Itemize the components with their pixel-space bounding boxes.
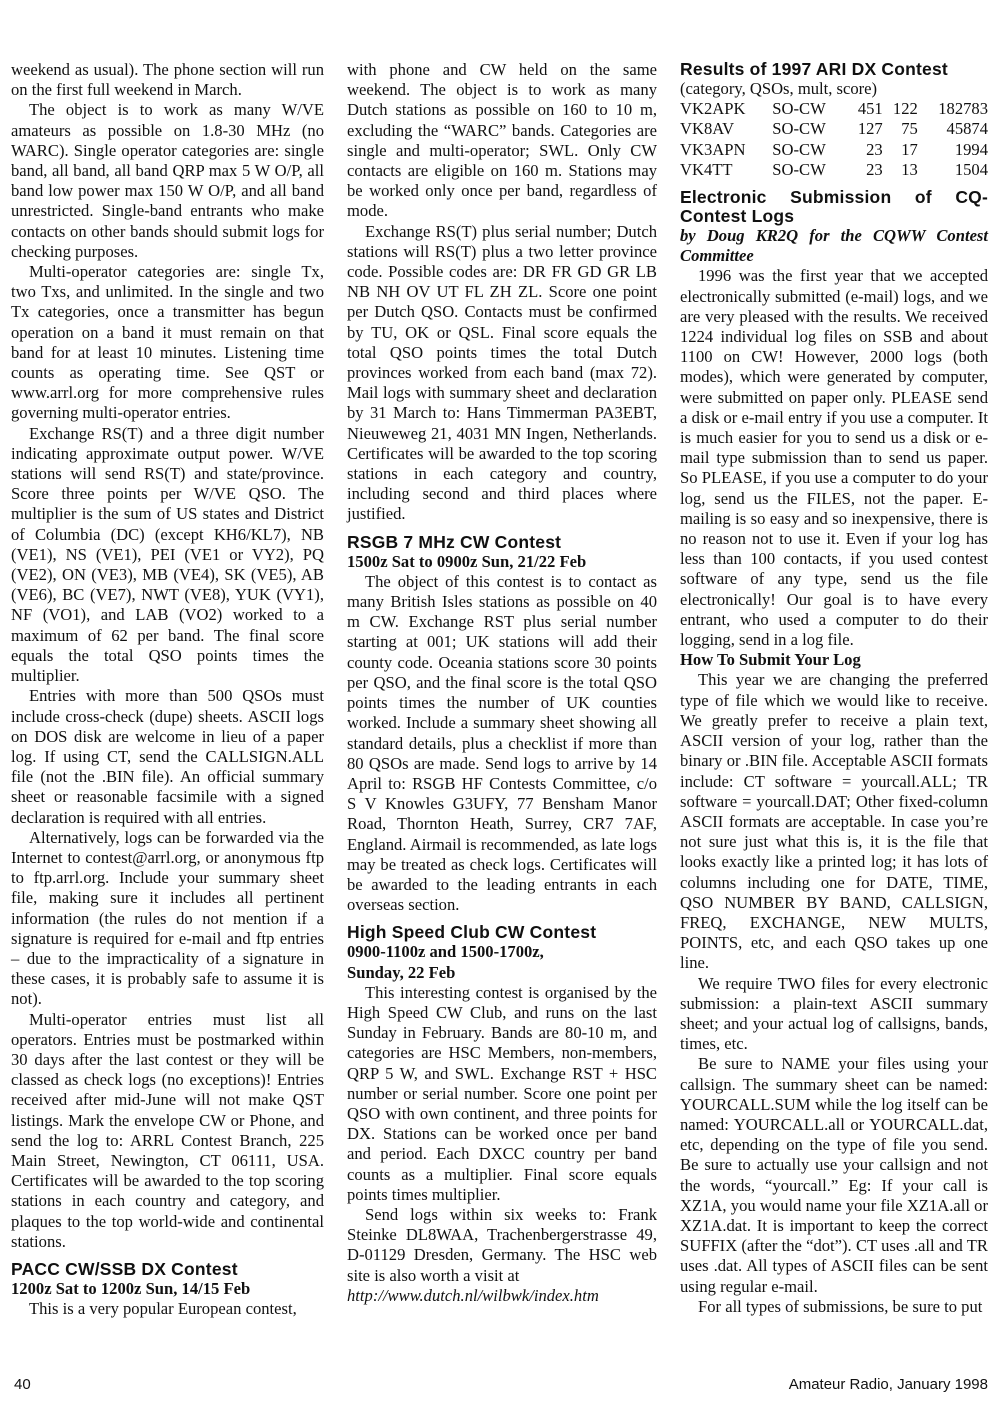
category-cell: SO-CW [772,99,826,119]
mult-cell: 13 [901,159,918,179]
section-heading-rsgb: RSGB 7 MHz CW Contest [347,531,562,552]
column-2 [347,60,657,1306]
category-cell: SO-CW [772,159,826,179]
paragraph: The object is to work as many W/VE amateurs as possible on 1.8-30 MHz (no WARC). Single operator categories are: single band, all band, all band QRP max 5 W O/P, all band low power max 150 W O/P, and all band unrestricted. Single-band entrants who make contacts on other bands should submit logs for checking purposes. [11,100,324,261]
callsign-cell: VK3APN [680,139,746,159]
paragraph: Entries with more than 500 QSOs must include cross-check (dupe) sheets. ASCII logs on DOS disk are welcome in lieu of a paper log. If using CT, send the CALLSIGN.ALL file (not the .BIN file). An official summary sheet or reasonable facsimile with a signed declaration is required with all entries. [11,686,324,827]
score-cell: 1504 [954,159,988,179]
section-subheading-hsc-date: Sunday, 22 Feb [347,962,456,982]
score-cell: 1994 [954,139,988,159]
section-subheading-pacc: 1200z Sat to 1200z Sun, 14/15 Feb [11,1278,251,1298]
paragraph: This year we are changing the preferred type of file which we would like to receive. We greatly prefer to receive a plain text, ASCII version of your log, rather than the binary or .BIN file. Acceptable ASCII formats include: CT software = yourcall.ALL; TR software = yourcall.DAT; Other fixed-column ASCII formats are acceptable. In case you’re not sure just what this is, it is the file that looks exactly like a printed log; it has lots of columns including one for DATE, TIME, QSO NUMBER BY BAND, CALLSIGN, FREQ, EXCHANGE, NEW MULTS, POINTS, etc, and each QSO takes up one line. [680,670,988,973]
magazine-issue: Amateur Radio, January 1998 [788,1376,988,1393]
paragraph: This is a very popular European contest, [29,1299,297,1319]
paragraph: We require TWO files for every electronic submission: a plain-text ASCII summary sheet; and your actual log of callsigns, bands, times, etc. [680,973,988,1054]
table-row [680,160,988,180]
qsos-cell: 23 [866,159,883,179]
section-heading-pacc: PACC CW/SSB DX Contest [11,1258,238,1279]
qsos-cell: 23 [866,139,883,159]
callsign-cell: VK8AV [680,119,735,139]
ari-caption: (category, QSOs, mult, score) [680,79,878,98]
page-footer [14,1376,988,1396]
mult-cell: 17 [901,139,918,159]
qsos-cell: 451 [857,99,883,119]
paragraph: Multi-operator entries must list all operators. Entries must be postmarked within 30 days after the last contest or they will be classed as check logs (no exceptions)! Entries received after mid-June will not make QST listings. Mark the envelope CW or Phone, and send the log to: ARRL Contest Branch, 225 Main Street, Newington, CT 06111, USA. Certificates will be awarded to the top scoring stations in each country and category, and plaques to the top world-wide and continental stations. [11,1009,324,1251]
paragraph: Multi-operator categories are: single Tx, two Txs, and unlimited. In the single and two Tx categories, once a transmitter has begun operation on a band it must remain on that band for at least 10 minutes. Listening time counts as operating time. See QST or www.arrl.org for more comprehensive rules governing multi-operator entries. [11,262,324,423]
table-row [680,119,988,139]
callsign-cell: VK2APK [680,99,746,119]
subheading-how-to-submit: How To Submit Your Log [680,650,861,670]
category-cell: SO-CW [772,119,826,139]
column-1 [11,60,324,1319]
byline: by Doug KR2Q for the CQWW Contest Committee [680,226,988,266]
paragraph: 1996 was the first year that we accepted electronically submitted (e-mail) logs, and we are very pleased with the results. We received 1224 individual log files on SSB and about 1100 on CW! However, 2000 logs (both modes), which were generated by computer, were submitted on paper only. PLEASE send a disk or e-mail entry if you use a computer. It is much easier for you to send us a disk or e-mail type submission than to send us paper. So PLEASE, if you use a computer to do your log, send us the FILES, not the paper. E-mailing is so easy and so inexpensive, there is no reason not to use it. Even if your log has less than 100 contacts, if you used contest software of any type, send us the file electronically! Our goal is to have every entrant, who used a computer to do their logging, send in a log file. [680,266,988,650]
paragraph: Alternatively, logs can be forwarded via the Internet to contest@arrl.org, or anonymous ftp to ftp.arrl.org. Include your summary sheet file, making sure it includes all pertinent information (the rules do not mention if a signature is required for e-mail and ftp entries – due to the impracticality of a signature in these cases, it is probably safe to assume it is not). [11,827,324,1009]
score-cell: 45874 [946,119,988,139]
ari-results-table [680,99,988,180]
paragraph: This interesting contest is organised by the High Speed CW Club, and runs on the last Sunday in February. Bands are 80-10 m, and categories are HSC Members, non-members, QRP 5 W, and SWL. Exchange RST + HSC number or serial number. Score one point per QSO with own continent, and three points for DX. Stations can be worked once per band and period. Each DXCC country per band counts as a multiplier. Final score equals points times multiplier. [347,982,657,1204]
column-3 [680,60,988,1317]
section-subheading-rsgb: 1500z Sat to 0900z Sun, 21/22 Feb [347,551,587,571]
paragraph: Be sure to NAME your files using your callsign. The summary sheet can be named: YOURCALL.SUM while the log itself can be named: YOURCALL.all or YOURCALL.dat, etc, depending on the type of file you send. Be sure to actually use your callsign and not the words, “yourcall.” Eg: If your call is XZ1A, you would name your file XZ1A.all or XZ1A.dat. It is important to keep the correct SUFFIX (after the “dot”). CT uses .all and TR uses .dat. All types of ASCII files can be sent using regular e-mail. [680,1054,988,1296]
paragraph: Exchange RS(T) and a three digit number indicating approximate output power. W/VE stations will send RS(T) and state/province. Score three points per W/VE QSO. The multiplier is the sum of US states and District of Columbia (DC) (except KH6/KL7), NB (VE1), NS (VE1), PEI (VE1 or VY2), PQ (VE2), ON (VE3), MB (VE4), SK (VE5), AB (VE6), BC (VE7), NWT (VE8), YUK (VY1), NF (VO1), and LAB (VO2) worked to a maximum of 62 per band. The final score equals the total QSO points times the multiplier. [11,423,324,686]
qsos-cell: 127 [857,119,883,139]
section-heading-ari: Results of 1997 ARI DX Contest [680,59,948,79]
paragraph: weekend as usual). The phone section will run on the first full weekend in March. [11,60,324,100]
table-row [680,140,988,160]
section-heading-hsc: High Speed Club CW Contest [347,922,597,943]
page-number: 40 [14,1376,31,1393]
table-row [680,99,988,119]
section-heading-electronic: Electronic Submission of CQ-Contest Logs [680,187,988,227]
hsc-web-url: http://www.dutch.nl/wilbwk/index.htm [347,1285,599,1305]
section-subheading-hsc-times: 0900-1100z and 1500-1700z, [347,942,544,962]
paragraph: The object of this contest is to contact as many British Isles stations as possible on 40 m CW. Exchange RST plus serial number starting at 001; UK stations will add their county code. Oceania stations score 30 points per QSO, and the final score is the total QSO points times the number of UK counties worked. Include a summary sheet showing all standard details, plus a checklist if more than 80 QSOs are made. Send logs to arrive by 14 April to: RSGB HF Contests Committee, c/o S V Knowles G3UFY, 77 Bensham Manor Road, Thornton Heath, Surrey, CR7 7AF, England. Airmail is recommended, as late logs may be treated as check logs. Certificates will be awarded to the leading entrants in each overseas section. [347,571,657,915]
mult-cell: 75 [901,119,918,139]
category-cell: SO-CW [772,139,826,159]
mult-cell: 122 [892,99,918,119]
score-cell: 182783 [938,99,988,119]
paragraph: Send logs within six weeks to: Frank Steinke DL8WAA, Trachenbergerstrasse 49, D-01129 Dresden, Germany. The HSC web site is also worth a visit at [347,1204,657,1285]
paragraph: Exchange RS(T) plus serial number; Dutch stations will RS(T) plus a two letter province code. Possible codes are: DR FR GD GR LB NB NH OV UT FL ZH ZL. Score one point per Dutch QSO. Contacts must be confirmed by TU, OK or QSL. Final score equals the total QSO points times the total Dutch provinces worked from each band (max 72). Mail logs with summary sheet and declaration by 31 March to: Hans Timmerman PA3EBT, Nieuweweg 21, 4031 MN Ingen, Netherlands. Certificates will be awarded to the top scoring stations in each category and country, including second and third places where justified. [347,221,657,524]
paragraph: For all types of submissions, be sure to put [698,1296,983,1316]
paragraph: with phone and CW held on the same weekend. The object is to work as many Dutch stations as possible on 160 to 10 m, excluding the “WARC” bands. Categories are single and multi-operator; SWL. Only CW contacts are eligible on 160 m. Stations may be worked only once per band, regardless of mode. [347,60,657,221]
callsign-cell: VK4TT [680,159,733,179]
